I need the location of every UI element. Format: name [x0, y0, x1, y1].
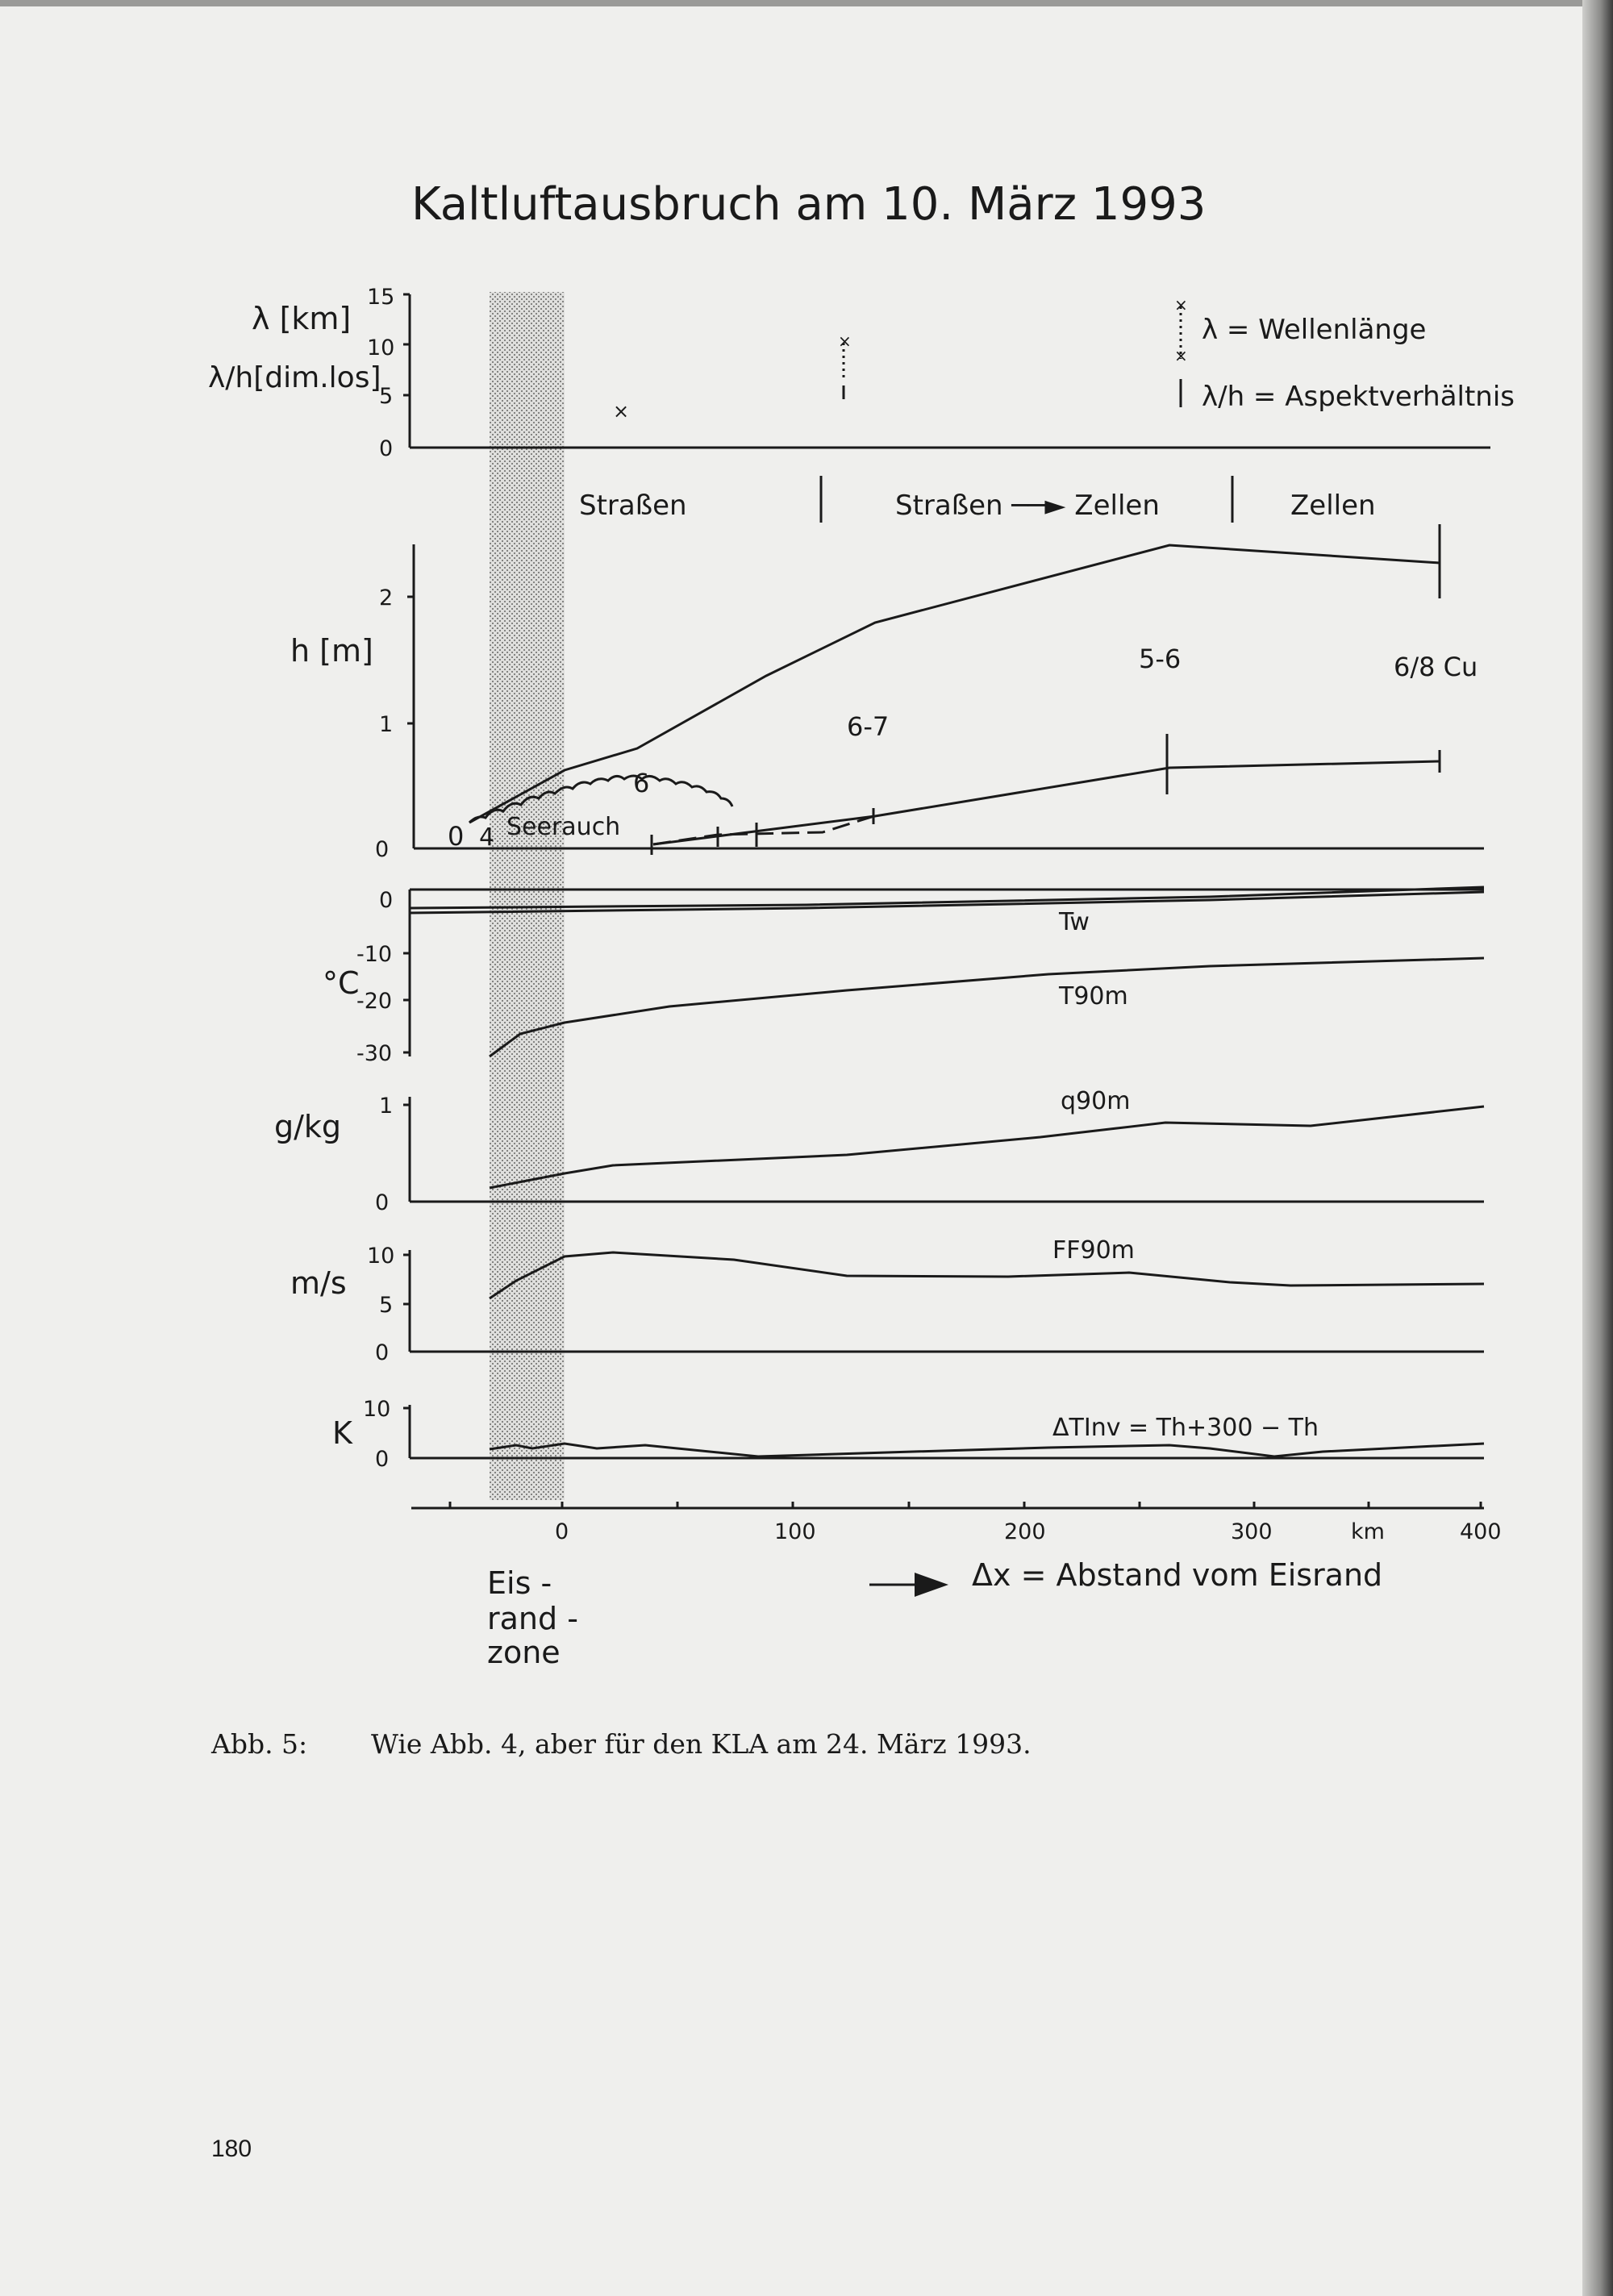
t90m-label: T90m: [1059, 982, 1128, 1010]
legend-aspect-text: λ/h = Aspektverhältnis: [1202, 381, 1515, 413]
cloud-cover-label: 4: [479, 823, 495, 852]
humidity-tick-label: 1: [379, 1094, 394, 1119]
q90m-label: q90m: [1061, 1087, 1131, 1115]
lambda-cross: ×: [838, 331, 852, 351]
cloud-type-label: 6/8 Cu: [1394, 652, 1478, 682]
cloud-cover-label: 6-7: [847, 711, 890, 742]
ice-edge-zone-label: zone: [487, 1635, 561, 1670]
caption-label: Abb. 5:: [211, 1728, 308, 1760]
temperature-tick-label: 0: [379, 888, 394, 913]
inversion-tick-label: 0: [375, 1447, 390, 1472]
humidity-ylabel: g/kg: [274, 1109, 342, 1144]
height-tick-label: 1: [379, 712, 394, 737]
seerauch-label: Seerauch: [506, 813, 621, 841]
temperature-tick-label: -30: [356, 1041, 393, 1066]
wavelength-ylabel-2: λ/h[dim.los]: [208, 361, 381, 394]
wind-tick-label: 10: [367, 1244, 395, 1269]
temperature-ylabel: °C: [323, 965, 360, 1001]
distance-unit-label: km: [1351, 1519, 1385, 1544]
wavelength-tick-label: 5: [379, 384, 394, 409]
q90m-line: [490, 1106, 1484, 1188]
ff90m-label: FF90m: [1052, 1236, 1135, 1265]
temperature-tick-label: -20: [356, 989, 393, 1014]
regime-cells: Zellen: [1290, 490, 1376, 522]
wind-tick-label: 5: [379, 1293, 394, 1318]
wavelength-tick-label: 15: [367, 285, 395, 310]
wind-tick-label: 0: [375, 1340, 390, 1365]
distance-tick-label: 200: [1004, 1519, 1046, 1544]
height-tick-label: 0: [375, 837, 390, 862]
dtinv-label: ΔTInv = Th+300 − Th: [1052, 1414, 1319, 1442]
wind-ylabel: m/s: [290, 1265, 347, 1301]
wavelength-tick-label: 10: [367, 335, 395, 360]
temperature-tick-label: -10: [356, 942, 393, 967]
caption-text: Wie Abb. 4, aber für den KLA am 24. März 1993.: [371, 1728, 1032, 1760]
cloud-top-line: [469, 545, 1440, 823]
ice-edge-zone-label: rand -: [487, 1601, 578, 1636]
cloud-cover-label: 0: [448, 821, 465, 852]
ice-edge-zone-shading: [490, 292, 565, 1500]
page-right-edge: [1582, 0, 1613, 2296]
lambda-point: ×: [613, 400, 630, 423]
t90m-line: [490, 958, 1484, 1056]
legend-lambda-cross: ×: [1174, 346, 1188, 365]
regime-transition: Straßen ──► Zellen: [895, 490, 1160, 522]
height-ylabel: h [m]: [290, 633, 373, 669]
page-number: 180: [211, 2136, 252, 2162]
distance-tick-label: 300: [1231, 1519, 1273, 1544]
wavelength-ylabel-1: λ [km]: [252, 301, 352, 336]
distance-tick-label: 100: [774, 1519, 816, 1544]
distance-tick-label: 400: [1460, 1519, 1502, 1544]
legend-lambda-text: λ = Wellenlänge: [1202, 314, 1427, 346]
cloud-cover-label: 5-6: [1139, 644, 1182, 674]
regime-streets: Straßen: [579, 490, 687, 522]
figure-title: Kaltluftausbruch am 10. März 1993: [411, 178, 1207, 231]
tw-label: Tw: [1059, 908, 1090, 936]
cloud-base-line: [653, 761, 1440, 844]
ff90m-line: [490, 1252, 1484, 1298]
humidity-tick-label: 0: [375, 1190, 390, 1215]
inversion-tick-label: 10: [363, 1397, 391, 1422]
wavelength-tick-label: 0: [379, 436, 394, 461]
distance-axis-label: Δx = Abstand vom Eisrand: [972, 1557, 1383, 1593]
cloud-cover-label: 6: [633, 768, 650, 798]
figure-caption: [211, 1728, 1032, 1760]
dtinv-line: [490, 1444, 1484, 1456]
ice-edge-zone-label: Eis -: [487, 1565, 552, 1601]
height-tick-label: 2: [379, 585, 394, 610]
legend-lambda-cross: ×: [1174, 295, 1188, 315]
distance-tick-label: 0: [555, 1519, 569, 1544]
inversion-ylabel: K: [332, 1415, 352, 1451]
